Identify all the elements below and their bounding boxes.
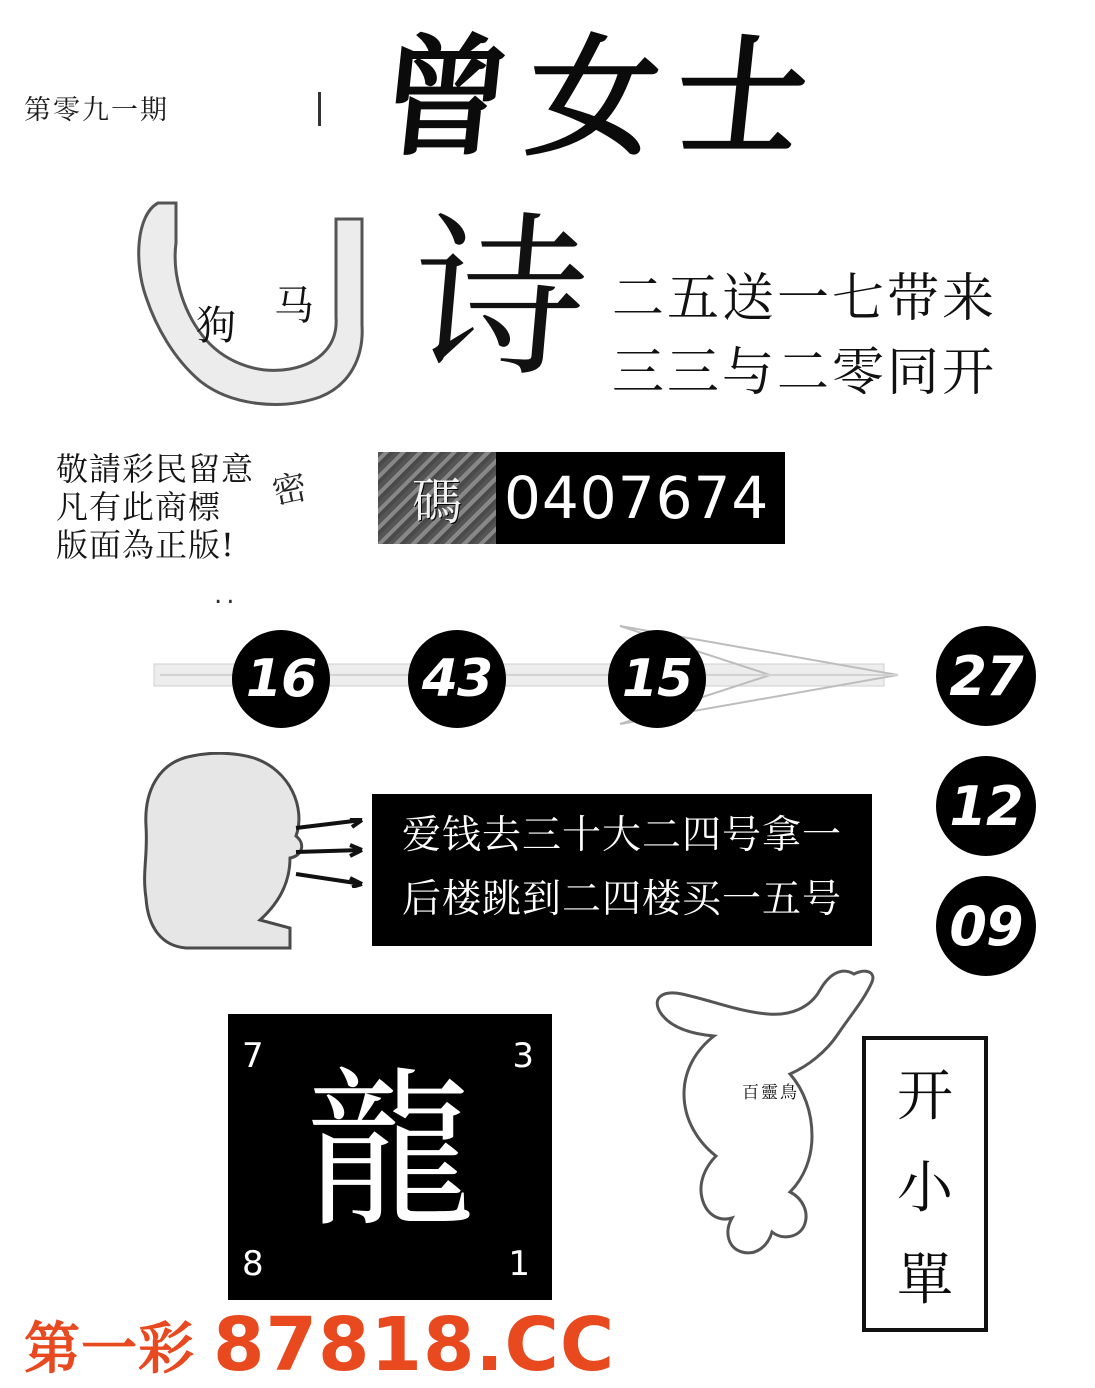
animal-tags xyxy=(196,270,356,349)
lottery-ball: 15 xyxy=(608,630,706,728)
lottery-ball: 09 xyxy=(936,876,1036,976)
page-title: 曾女士 xyxy=(372,21,833,174)
footer-brand: 第一彩 xyxy=(24,1316,195,1382)
speech-box xyxy=(372,794,872,946)
speech-line-2: 后楼跳到二四楼买一五号 xyxy=(401,877,842,922)
poem-heading-character: 诗 xyxy=(403,198,596,401)
animal-tag-1: 狗 xyxy=(196,303,236,349)
lottery-ball: 27 xyxy=(936,626,1036,726)
lottery-ball: 16 xyxy=(232,630,330,728)
footer-watermark xyxy=(24,1302,615,1388)
notice-line-1: 敬請彩民留意 xyxy=(56,450,255,488)
lottery-ball: 12 xyxy=(936,756,1036,856)
speech-arrows-icon xyxy=(292,818,370,888)
zodiac-corner-bottom-left: 8 xyxy=(242,1244,264,1284)
poem-line-1: 二五送一七带来 xyxy=(612,269,998,329)
dove-icon xyxy=(640,960,890,1270)
notice-line-2: 凡有此商標 xyxy=(56,488,222,526)
vertical-sign xyxy=(862,1036,988,1332)
zodiac-character: 龍 xyxy=(304,1053,475,1251)
code-banner-label: 碼 xyxy=(378,452,496,544)
speech-line-1: 爱钱去三十大二四号拿一 xyxy=(401,813,842,858)
zodiac-corner-bottom-right: 1 xyxy=(508,1244,530,1284)
zodiac-corner-top-right: 3 xyxy=(512,1036,534,1076)
vertical-sign-char-2: 小 xyxy=(897,1156,953,1221)
vertical-sign-char-1: 开 xyxy=(897,1064,953,1129)
lottery-ball: 43 xyxy=(408,630,506,728)
notice-line-3: 版面為正版! xyxy=(56,526,235,564)
issue-label: 第零九一期 xyxy=(24,95,169,126)
zodiac-card xyxy=(228,1014,552,1300)
code-banner-digits: 0407674 xyxy=(504,464,770,532)
poem-line-2: 三三与二零同开 xyxy=(612,343,998,403)
poem-lines xyxy=(612,262,997,410)
notice-dots: .. xyxy=(214,580,239,610)
dove-label: 百靈鳥 xyxy=(742,1083,799,1103)
notice-text xyxy=(56,450,254,564)
issue-tick-mark xyxy=(318,92,321,126)
vertical-sign-char-3: 單 xyxy=(897,1248,953,1313)
seal-stamp: 密 xyxy=(268,466,311,514)
zodiac-corner-top-left: 7 xyxy=(242,1036,264,1076)
animal-tag-2: 马 xyxy=(274,283,314,329)
code-banner xyxy=(378,452,785,544)
footer-site: 87818.CC xyxy=(213,1302,616,1388)
